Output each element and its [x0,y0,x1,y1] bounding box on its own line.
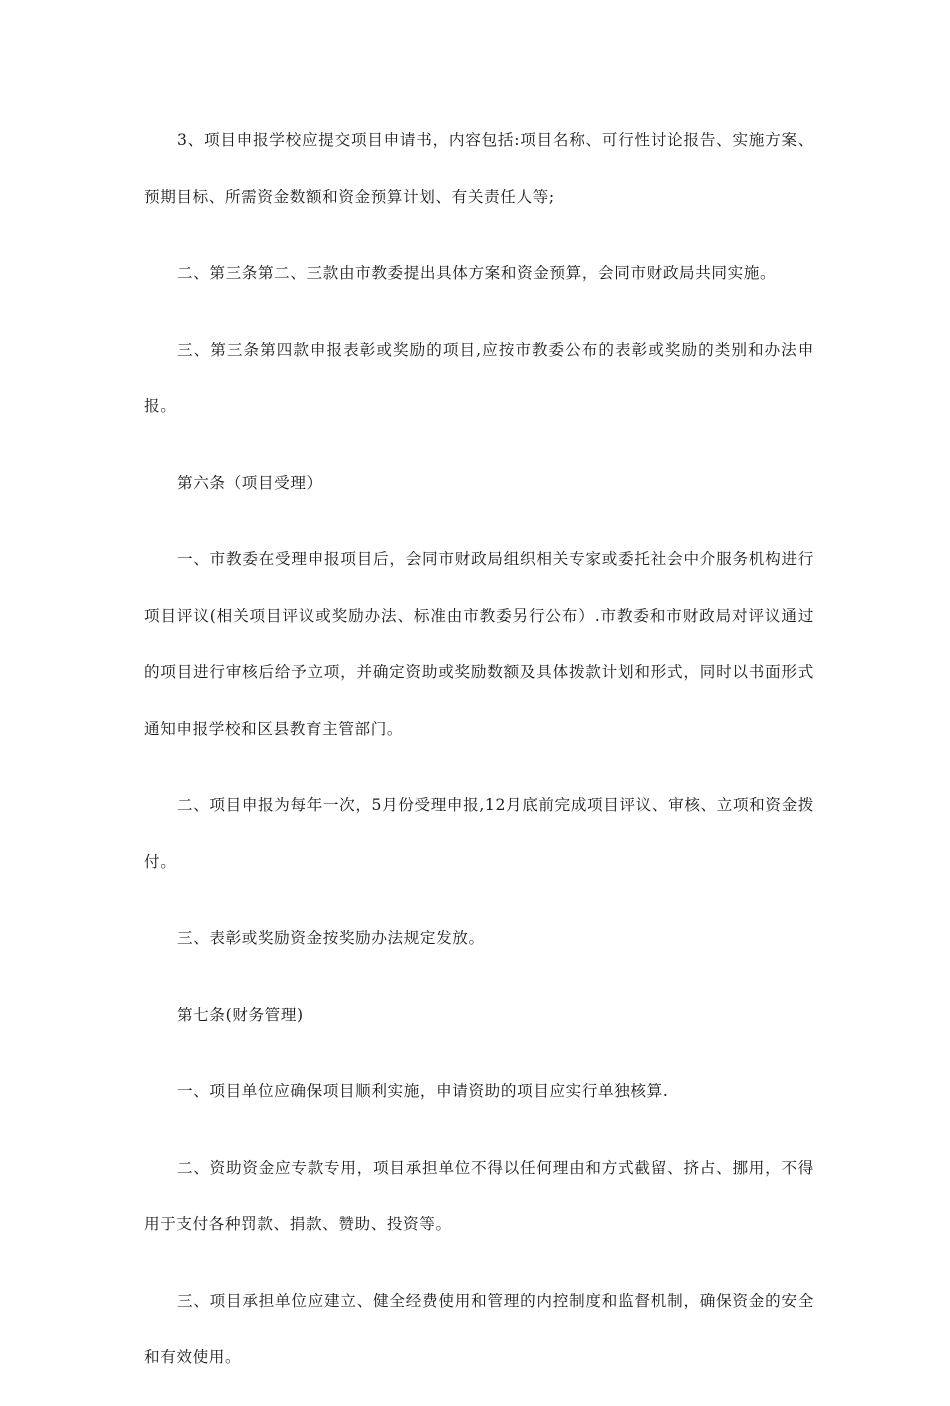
paragraph-article6-item2: 二、项目申报为每年一次，5月份受理申报,12月底前完成项目评议、审核、立项和资金拨付。 [144,796,814,871]
heading-article-6: 第六条（项目受理） [177,473,323,492]
paragraph-article7-item2: 二、资助资金应专款专用，项目承担单位不得以任何理由和方式截留、挤占、挪用，不得用于支付各种罚款、捐款、赞助、投资等。 [144,1158,814,1233]
paragraph-article7-item1: 一、项目单位应确保项目顺利实施，申请资助的项目应实行单独核算. [177,1082,669,1100]
heading-article-7: 第七条(财务管理) [177,1005,304,1024]
paragraph-article3-clause2-3: 二、第三条第二、三款由市教委提出具体方案和资金预算，会同市财政局共同实施。 [177,264,777,282]
document-body [144,112,814,1406]
paragraph-application-content: 3、项目申报学校应提交项目申请书，内容包括:项目名称、可行性讨论报告、实施方案、预期目标、所需资金数额和资金预算计划、有关责任人等; [144,131,814,206]
paragraph-article6-item1: 一、市教委在受理申报项目后，会同市财政局组织相关专家或委托社会中介服务机构进行项目评议(相关项目评议或奖励办法、标准由市教委另行公布）.市教委和市财政局对评议通过的项目进行审核后给予立项，并确定资助或奖励数额及具体拨款计划和形式，同时以书面形式通知申报学校和区县教育主管部门。 [144,550,814,738]
paragraph-article3-clause4: 三、第三条第四款申报表彰或奖励的项目,应按市教委公布的表彰或奖励的类别和办法申报。 [144,340,814,415]
paragraph-article6-item3: 三、表彰或奖励资金按奖励办法规定发放。 [177,929,485,947]
paragraph-article7-item3: 三、项目承担单位应建立、健全经费使用和管理的内控制度和监督机制，确保资金的安全和有效使用。 [144,1291,814,1366]
